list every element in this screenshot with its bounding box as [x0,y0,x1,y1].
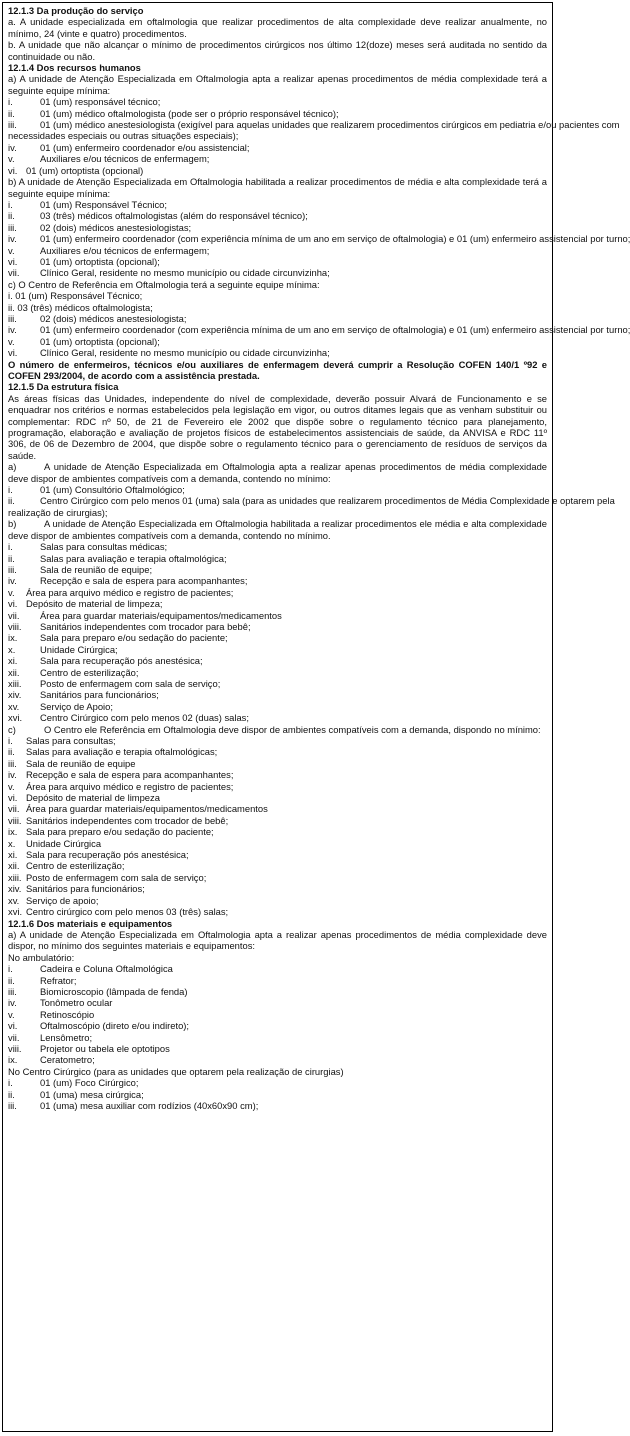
list-item-marker: iv. [8,997,17,1009]
list-item [8,1077,547,1088]
paragraph: a. A unidade especializada em oftalmologia que realizar procedimentos de alta complexidade deve realizar anualmente, no mínimo, 24 (vinte e quatro) procedimentos. [8,16,547,39]
paragraph: No Centro Cirúrgico (para as unidades que optarem pela realização de cirurgias) [8,1065,344,1077]
list-item-marker: iii. [8,757,17,769]
list-item-text: Auxiliares e/ou técnicos de enfermagem; [40,244,210,256]
list-item-marker: iii. [8,985,17,997]
list-item [8,495,615,507]
list-item [8,165,547,176]
list-item-marker: viii. [8,620,22,632]
list-item-text: Sanitários independentes com trocador de bebê; [26,814,229,826]
list-item-text: Sanitários para funcionários; [26,883,145,895]
document-page [2,2,630,1432]
list-item-text: 02 (dois) médicos anestesiologista; [40,312,187,324]
paragraph-text: A unidade de Atenção Especializada em Oftalmologia apta a realizar apenas procedimentos de média complexidade deve dispor de ambientes compatíveis com a demanda, contendo no mínimo: [8,461,547,484]
list-item-marker: xii. [8,666,20,678]
list-item-text: 02 (dois) médicos anestesiologistas; [40,221,192,233]
list-item [8,860,547,871]
list-item-text: Projetor ou tabela ele optotipos [40,1042,170,1054]
section-heading: 12.1.6 Dos materiais e equipamentos [8,917,173,929]
paragraph: i. 01 (um) Responsável Técnico; [8,290,143,302]
list-item-text: Retinoscópio [40,1008,95,1020]
list-item-text: Sala para recuperação pós anestésica; [26,849,189,861]
list-item-marker: vi. [8,255,18,267]
list-item-marker: xv. [8,894,20,906]
list-item [8,883,547,894]
list-item [8,632,547,643]
list-item-continuation: realização de cirurgias); [8,506,108,518]
list-item [8,849,547,860]
list-item [8,598,547,609]
list-item-text: 01 (um) médico oftalmologista (pode ser o próprio responsável técnico); [40,107,339,119]
list-item [8,1100,547,1111]
list-item [8,267,547,278]
list-item-marker: iv. [8,141,17,153]
paragraph-text: A unidade de Atenção Especializada em Oftalmologia habilitada a realizar procedimentos ele média e alta complexidade deve dispor de ambientes compatíveis com a demanda, contendo no mínimo. [8,518,547,541]
list-item-marker: i. [8,484,13,496]
list-item-marker: vi. [8,1020,18,1032]
list-item [8,233,630,245]
list-item-marker: v. [8,586,15,598]
list-item-marker: ii. [8,1088,15,1100]
section-heading: 12.1.3 Da produção do serviço [8,5,144,16]
list-item [8,1089,547,1100]
list-item [8,803,547,814]
paragraph-marker: b) [8,518,17,530]
list-item [8,541,547,552]
paragraph: c) O Centro de Referência em Oftalmologia terá a seguinte equipe mínima: [8,278,320,290]
list-item-marker: vii. [8,803,20,815]
paragraph: As áreas físicas das Unidades, independente do nível de complexidade, deverão possuir Alvará de Funcionamento e se enquadrar nos critérios e normas estabelecidos pela legislação em vigor, ou outros ditames legais que as venham substituir ou complementar: RDC nº 50, de 21 de Fevereiro ele 2002 que dispõe sobre o regulamento técnico para planejamento, programação, elaboração e avaliação de projetos físicos de estabelecimentos assistenciais de saúde, da ANVISA e RDC 11º 306, de 06 de Dezembro de 2004, que dispõe sobre o regulamento técnico para o gerenciamento de resíduos de serviços da saúde. [8,392,547,461]
list-item-text: Sanitários para funcionários; [40,689,159,701]
list-item [8,336,547,347]
list-item [8,108,547,119]
list-item-text: 01 (uma) mesa auxiliar com rodízios (40x60x90 cm); [40,1100,259,1111]
list-item-text: Recepção e sala de espera para acompanhantes; [40,575,248,587]
list-item [8,689,547,700]
list-item-marker: xvi. [8,712,23,724]
list-item-text: Depósito de material de limpeza; [26,598,163,610]
bold-note: O número de enfermeiros, técnicos e/ou auxiliares de enfermagem deverá cumprir a Resolução COFEN 140/1 º92 e COFEN 293/2004, de acordo com a assistência prestada. [8,358,547,381]
list-item-continuation: necessidades especiais ou outras situações especiais); [8,130,239,142]
list-item-text: Salas para consultas médicas; [40,541,168,553]
list-item-marker: iv. [8,233,17,245]
list-item [8,1043,547,1054]
list-item-text: Área para guardar materiais/equipamentos/medicamentos [26,803,268,815]
list-item-text: Centro cirúrgico com pelo menos 03 (três) salas; [26,906,229,918]
list-item-text: 01 (um) ortoptista (opcional) [26,164,144,176]
list-item-marker: i. [8,541,13,553]
list-item-text: Clínico Geral, residente no mesmo município ou cidade circunvizinha; [40,267,330,279]
list-item-text: 01 (um) Consultório Oftalmológico; [40,484,185,496]
list-item [8,963,547,974]
list-item [8,712,547,723]
list-item-text: 01 (um) ortoptista (opcional); [40,335,160,347]
list-item-marker: iv. [8,575,17,587]
list-item-marker: i. [8,96,13,108]
list-item-text: Área para guardar materiais/equipamentos/medicamentos [40,609,282,621]
list-item-marker: ii. [8,974,15,986]
list-item [8,587,547,598]
list-item-text: Serviço de Apoio; [40,700,113,712]
list-item-marker: i. [8,198,13,210]
list-item-marker: v. [8,780,15,792]
list-item [8,199,547,210]
list-item-marker: vi. [8,598,18,610]
list-item-marker: viii. [8,814,22,826]
list-item [8,313,547,324]
list-item-text: Refrator; [40,974,77,986]
list-item-marker: ii. [8,746,15,758]
list-item-text: 01 (um) ortoptista (opcional); [40,255,160,267]
paragraph-marker: a) [8,461,17,473]
list-item [8,210,547,221]
list-item [8,1032,547,1043]
list-item-text: Clínico Geral, residente no mesmo município ou cidade circunvizinha; [40,347,330,359]
list-item-marker: v. [8,1008,15,1020]
list-item [8,621,547,632]
list-item-text: Tonômetro ocular [40,997,113,1009]
list-item-marker: vi. [8,347,18,359]
list-item-text: 03 (três) médicos oftalmologistas (além do responsável técnico); [40,210,308,222]
list-item-marker: xi. [8,655,18,667]
list-item [8,746,547,757]
list-item [8,484,547,495]
list-item [8,610,547,621]
paragraph: a) A unidade de Atenção Especializada em Oftalmologia apta a realizar apenas procedimentos de média complexidade terá a seguinte equipe mínima: [8,73,547,96]
list-item-text: Unidade Cirúrgica; [40,643,118,655]
list-item [8,997,547,1008]
list-item [8,96,547,107]
list-item [8,1009,547,1020]
list-item-marker: i. [8,735,13,746]
list-item-text: Sala de reunião de equipe [26,757,136,769]
list-item-text: Serviço de apoio; [26,894,99,906]
list-item-text: Recepção e sala de espera para acompanhantes; [26,769,234,781]
list-item [8,838,547,849]
list-item-marker: iv. [8,324,17,336]
list-item-marker: iii. [8,1100,17,1111]
paragraph-text: O Centro ele Referência em Oftalmologia deve dispor de ambientes compatíveis com a demanda, dispondo no mínimo: [44,723,541,735]
list-item-marker: ii. [8,552,15,564]
list-item-text: Centro Cirúrgico com pelo menos 02 (duas) salas; [40,712,249,724]
list-item-text: 01 (um) Responsável Técnico; [40,198,167,210]
list-item-text: Centro Cirúrgico com pelo menos 01 (uma) sala (para as unidades que realizarem procedimentos de Média Complexidade e optarem pela [40,495,615,507]
list-item-text: Sala para preparo e/ou sedação do paciente; [40,632,228,644]
list-item-marker: vii. [8,267,20,279]
list-item-text: 01 (um) responsável técnico; [40,96,161,108]
list-item-marker: vi. [8,164,18,176]
list-item [8,975,547,986]
list-item-text: 01 (uma) mesa cirúrgica; [40,1088,144,1100]
list-item-text: Depósito de material de limpeza [26,792,160,804]
list-item [8,553,547,564]
list-item-text: Salas para avaliação e terapia oftalmológicas; [26,746,218,758]
list-item-marker: xiv. [8,883,22,895]
list-item-text: Sala para recuperação pós anestésica; [40,655,203,667]
list-item [8,655,547,666]
list-item-text: Sala para preparo e/ou sedação do paciente; [26,826,214,838]
list-item [8,758,547,769]
list-item-text: 01 (um) médico anestesiologista (exigível para aquelas unidades que realizarem procedimentos cirúrgicos em pediatria e/ou pacientes com [40,119,620,131]
list-item-text: 01 (um) enfermeiro coordenador (com experiência mínima de um ano em serviço de oftalmologia) e 01 (um) enfermeiro assistencial por turno; [40,233,630,245]
list-item-marker: xi. [8,849,18,861]
list-item [8,1054,547,1065]
paragraph-marker: c) [8,723,16,735]
list-item-marker: v. [8,153,15,165]
list-item [8,1020,547,1031]
list-item [8,678,547,689]
list-item-marker: vi. [8,792,18,804]
list-item [8,153,547,164]
list-item [8,815,547,826]
paragraph: No ambulatório: [8,951,75,963]
list-item-text: Centro de esterilização; [40,666,139,678]
list-item-text: Centro de esterilização; [26,860,125,872]
list-item [8,564,547,575]
list-item-marker: ix. [8,1054,18,1066]
list-item-marker: iii. [8,221,17,233]
list-item [8,667,547,678]
paragraph: b) A unidade de Atenção Especializada em Oftalmologia habilitada a realizar procedimentos de média e alta complexidade terá a seguinte equipe mínima: [8,176,547,199]
list-item-marker: xvi. [8,906,23,918]
list-item-marker: xii. [8,860,20,872]
list-item-text: 01 (um) enfermeiro coordenador e/ou assistencial; [40,141,250,153]
list-item-marker: iv. [8,769,17,781]
list-item [8,826,547,837]
list-item [8,781,547,792]
list-item-marker: v. [8,335,15,347]
list-item-text: Salas para consultas; [26,735,116,746]
list-item-text: 01 (um) enfermeiro coordenador (com experiência mínima de um ano em serviço de oftalmologia) e 01 (um) enfermeiro assistencial por turno; [40,324,630,336]
list-item-marker: x. [8,643,16,655]
list-item [8,222,547,233]
list-item [8,735,547,746]
list-item [8,347,547,358]
paragraph: b. A unidade que não alcançar o mínimo de procedimentos cirúrgicos nos último 12(doze) meses será auditada no sentido da continuidade ou não. [8,39,547,62]
list-item-text: Posto de enfermagem com sala de serviço; [26,871,207,883]
section-heading: 12.1.5 Da estrutura física [8,381,119,393]
list-item-marker: ix. [8,632,18,644]
list-item-marker: iii. [8,563,17,575]
list-item [8,324,630,336]
list-item-text: Área para arquivo médico e registro de pacientes; [26,780,234,792]
list-item-text: Sanitários independentes com trocador para bebê; [40,620,251,632]
list-item-text: Posto de enfermagem com sala de serviço; [40,677,221,689]
list-item-text: Salas para avaliação e terapia oftalmológica; [40,552,227,564]
list-item-marker: xiii. [8,871,22,883]
paragraph: ii. 03 (três) médicos oftalmologista; [8,301,153,313]
list-item [8,769,547,780]
list-item-marker: iii. [8,312,17,324]
list-item-text: Lensômetro; [40,1031,93,1043]
list-item-marker: i. [8,1077,13,1089]
list-item-marker: ix. [8,826,18,838]
list-item-marker: x. [8,837,16,849]
list-item [8,792,547,803]
list-item-marker: vii. [8,609,20,621]
list-item-marker: v. [8,244,15,256]
paragraph [8,461,547,484]
list-item [8,906,547,917]
paragraph [8,724,547,735]
list-item [8,119,620,131]
list-item-marker: ii. [8,107,15,119]
list-item-marker: xv. [8,700,20,712]
list-item-marker: i. [8,963,13,975]
list-item [8,895,547,906]
list-item-text: Oftalmoscópio (direto e/ou indireto); [40,1020,190,1032]
list-item-text: Área para arquivo médico e registro de pacientes; [26,586,234,598]
list-item [8,245,547,256]
list-item-text: Ceratometro; [40,1054,95,1066]
paragraph [8,518,547,541]
list-item-marker: viii. [8,1042,22,1054]
list-item-text: Cadeira e Coluna Oftalmológica [40,963,173,975]
section-heading: 12.1.4 Dos recursos humanos [8,62,141,74]
list-item-text: Unidade Cirúrgica [26,837,102,849]
list-item-text: Biomicroscopio (lâmpada de fenda) [40,985,188,997]
list-item [8,644,547,655]
list-item-marker: xiii. [8,677,22,689]
list-item [8,575,547,586]
list-item-text: 01 (um) Foco Cirúrgico; [40,1077,139,1089]
paragraph: a) A unidade de Atenção Especializada em Oftalmologia apta a realizar apenas procedimentos de média complexidade deve dispor, no mínimo dos seguintes materiais e equipamentos: [8,928,547,952]
list-item-marker: xiv. [8,689,22,701]
list-item [8,986,547,997]
list-item [8,872,547,883]
list-item-text: Auxiliares e/ou técnicos de enfermagem; [40,153,210,165]
list-item [8,701,547,712]
list-item [8,142,547,153]
list-item-marker: ii. [8,495,15,507]
list-item-marker: vii. [8,1031,20,1043]
list-item-text: Sala de reunião de equipe; [40,563,153,575]
list-item-marker: iii. [8,119,17,131]
list-item [8,256,547,267]
list-item-marker: ii. [8,210,15,222]
